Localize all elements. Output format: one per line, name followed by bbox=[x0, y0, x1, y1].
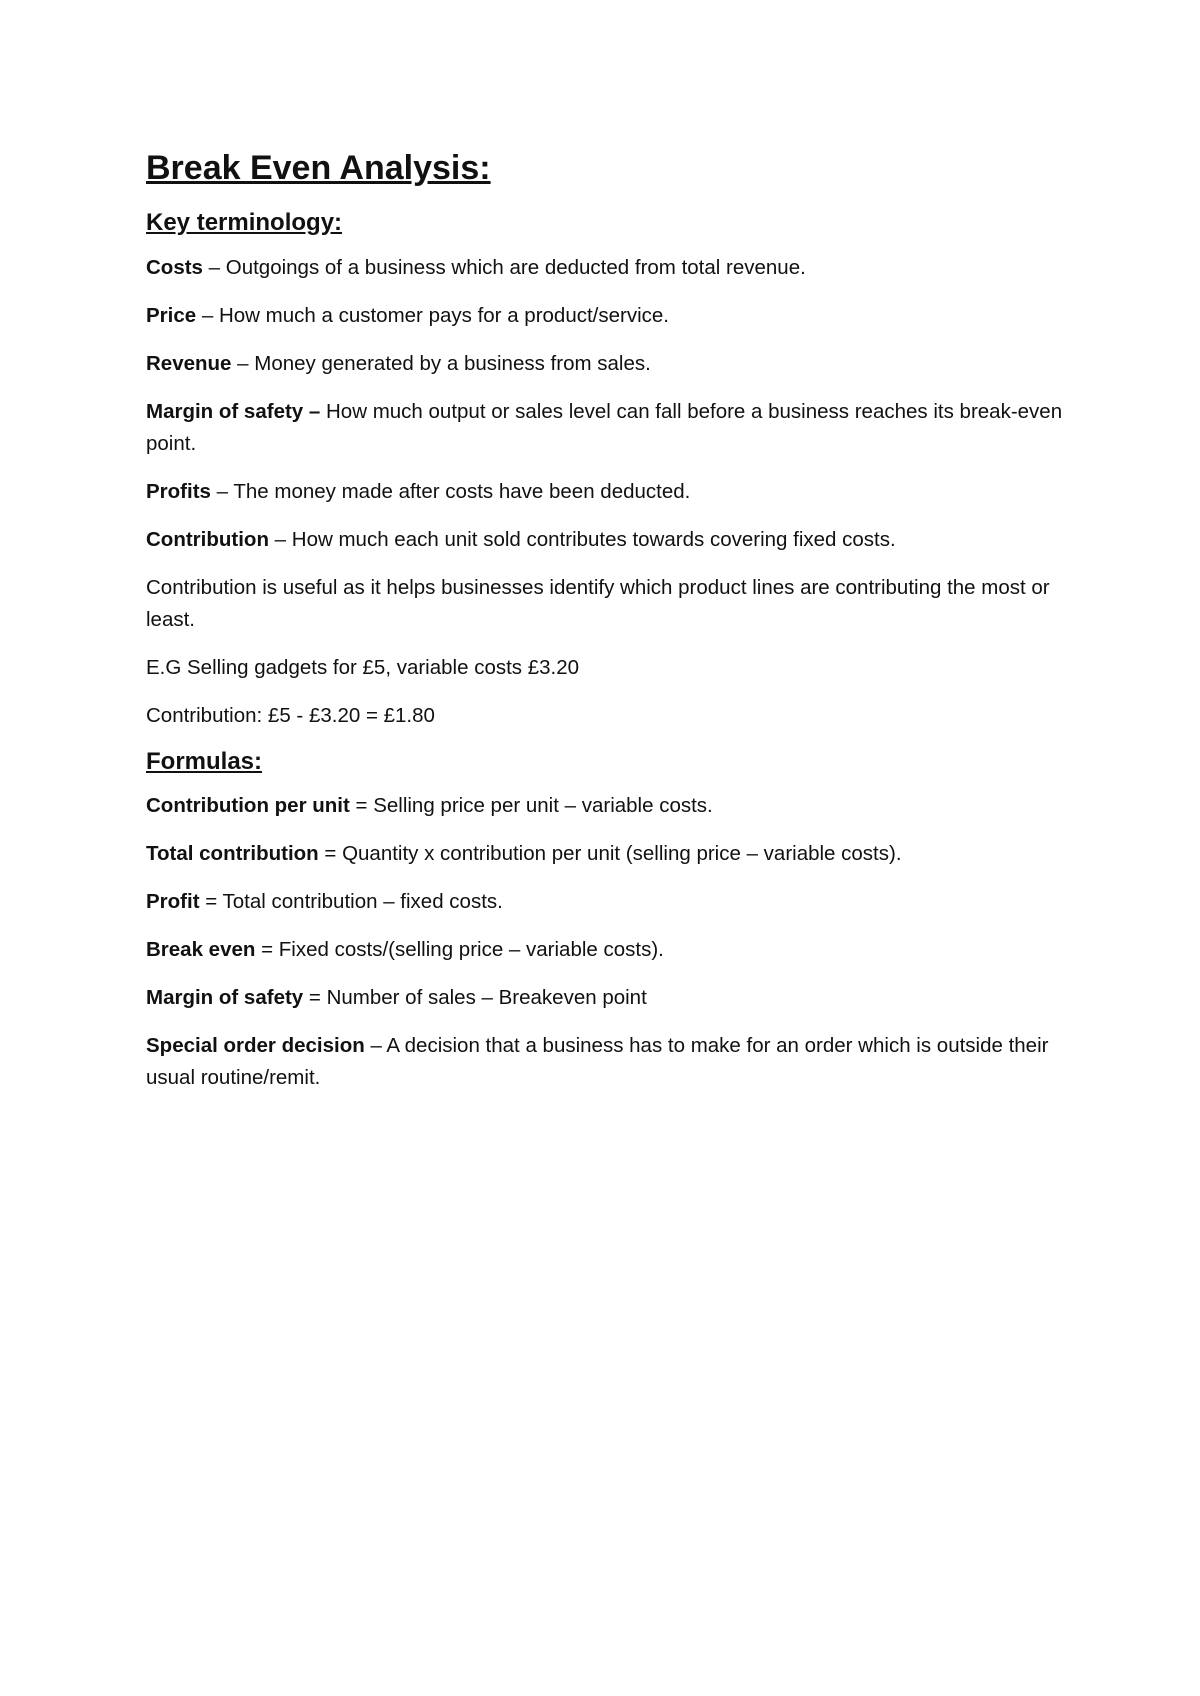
term-label: Profits bbox=[146, 479, 211, 503]
contribution-note: Contribution is useful as it helps businesses identify which product lines are contributing the most or least. bbox=[146, 575, 1050, 631]
definition-contribution bbox=[146, 524, 1076, 556]
term-definition: = Quantity x contribution per unit (selling price – variable costs). bbox=[318, 842, 902, 866]
term-label: Break even bbox=[146, 938, 256, 962]
term-definition: = Selling price per unit – variable costs. bbox=[349, 794, 713, 818]
term-label: Contribution bbox=[146, 527, 269, 551]
term-definition: – The money made after costs have been deducted. bbox=[210, 479, 691, 503]
term-label: Total contribution bbox=[146, 842, 319, 866]
term-label: Profit bbox=[146, 890, 200, 914]
term-definition: – How much a customer pays for a product/service. bbox=[196, 303, 669, 327]
definition-revenue bbox=[146, 348, 1076, 380]
term-definition: – Outgoings of a business which are deducted from total revenue. bbox=[202, 255, 806, 279]
formula-total-contribution bbox=[146, 838, 1076, 870]
key-terminology-heading: Key terminology: bbox=[146, 208, 343, 236]
example-line: E.G Selling gadgets for £5, variable costs £3.20 bbox=[146, 655, 580, 679]
formula-contribution-per-unit bbox=[146, 790, 1076, 822]
term-definition: = Total contribution – fixed costs. bbox=[199, 890, 503, 914]
term-definition: – Money generated by a business from sales. bbox=[231, 351, 651, 375]
term-definition: – A decision that a business has to make for an order which is outside their usual routine/remit. bbox=[146, 1034, 1049, 1090]
document-body bbox=[146, 148, 1076, 1110]
term-label: Margin of safety – bbox=[146, 399, 321, 423]
term-label: Price bbox=[146, 303, 197, 327]
example-calculation: Contribution: £5 - £3.20 = £1.80 bbox=[146, 703, 435, 727]
term-label: Margin of safety bbox=[146, 986, 304, 1010]
formulas-heading: Formulas: bbox=[146, 747, 263, 775]
definition-margin-of-safety bbox=[146, 396, 1076, 460]
formula-profit bbox=[146, 886, 1076, 918]
definition-price bbox=[146, 300, 1076, 332]
term-definition: – How much each unit sold contributes towards covering fixed costs. bbox=[268, 527, 896, 551]
term-definition: How much output or sales level can fall before a business reaches its break-even point. bbox=[146, 399, 1063, 455]
term-label: Costs bbox=[146, 255, 203, 279]
formula-margin-of-safety bbox=[146, 982, 1076, 1014]
term-definition: = Number of sales – Breakeven point bbox=[303, 986, 647, 1010]
term-label: Contribution per unit bbox=[146, 794, 350, 818]
term-label: Revenue bbox=[146, 351, 232, 375]
term-label: Special order decision bbox=[146, 1034, 365, 1058]
document-title: Break Even Analysis: bbox=[146, 149, 491, 187]
definition-profits bbox=[146, 476, 1076, 508]
definition-costs bbox=[146, 252, 1076, 284]
definition-special-order-decision bbox=[146, 1030, 1076, 1094]
term-definition: = Fixed costs/(selling price – variable costs). bbox=[255, 938, 664, 962]
formula-break-even bbox=[146, 934, 1076, 966]
